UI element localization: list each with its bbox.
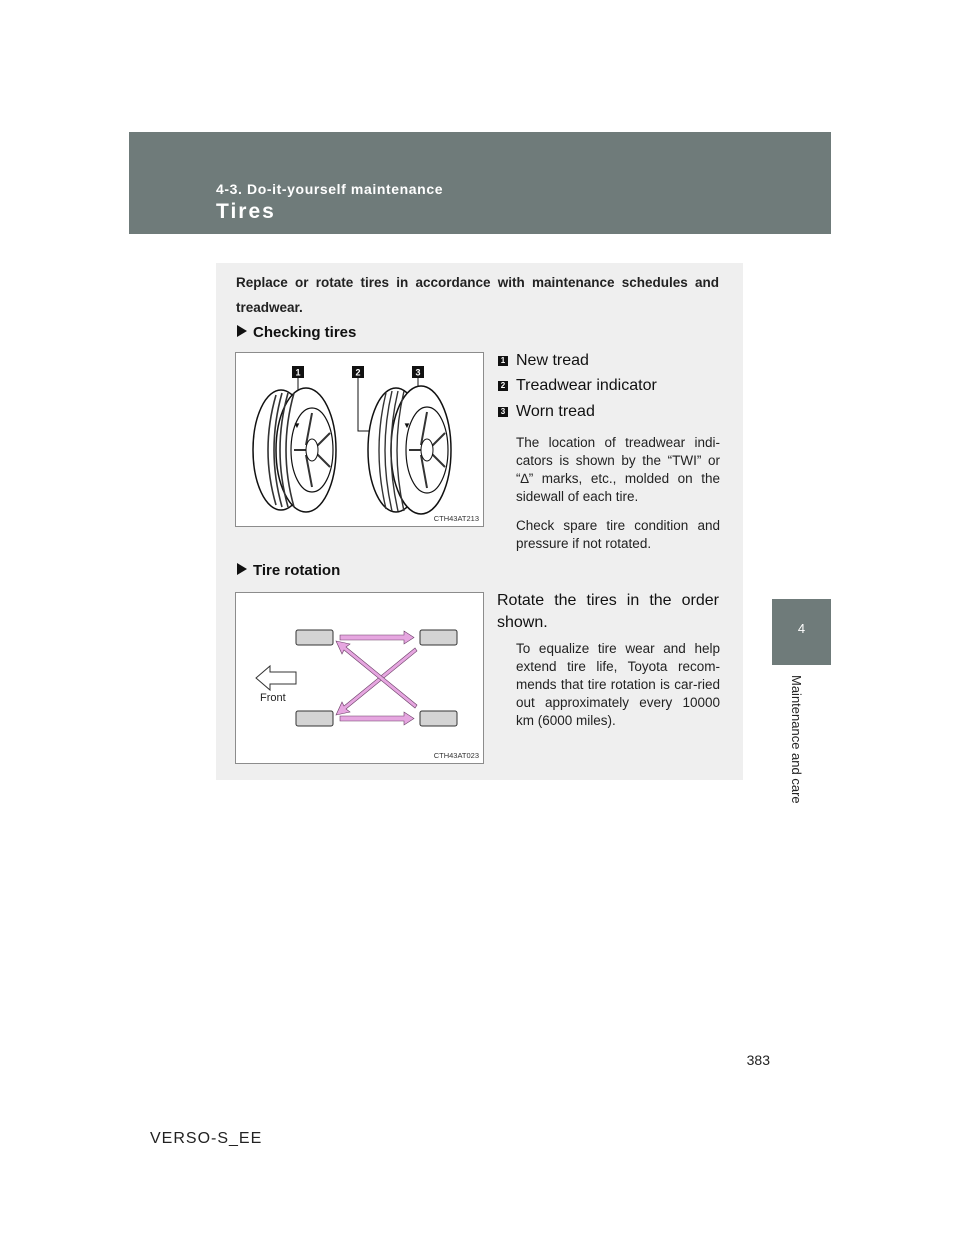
legend-treadwear-indicator [498,377,657,399]
document-code: VERSO-S_EE [150,1130,263,1147]
treadwear-note: The location of treadwear indi-cators is shown by the “TWI” or “∆” marks, etc., molded on the sidewall of each tire. [516,435,720,504]
checking-tires-heading [236,324,356,341]
tire-rotation-heading [236,562,340,579]
legend-label: New tread [516,352,589,369]
callout-2-number: 2 [355,367,361,378]
rear-right-tire [420,711,457,726]
checking-tires-label: Checking tires [253,324,357,341]
figure-code: CTH43AT023 [433,751,479,760]
legend-number: 3 [498,407,508,417]
chapter-number: 4 [797,621,806,636]
legend-new-tread [498,352,589,374]
rear-left-tire [420,630,457,645]
worn-tread-tire [368,386,451,514]
intro-text: Replace or rotate tires in accordance with maintenance schedules and treadwear. [236,275,719,315]
legend-label: Worn tread [516,403,595,420]
legend-number: 2 [498,381,508,391]
callout-1-number: 1 [295,367,301,378]
svg-text:▼: ▼ [403,421,411,430]
legend-number: 1 [498,356,508,366]
arrow-rear-to-front-diag-2 [336,641,417,708]
front-left-tire [296,630,333,645]
front-arrow-icon [256,666,296,690]
triangle-bullet-icon [236,324,253,341]
triangle-bullet-icon [236,562,253,579]
figure-code: CTH43AT213 [433,514,479,523]
legend-label: Treadwear indicator [516,377,657,394]
arrow-front-to-rear-bottom [340,712,414,725]
rotation-note: To equalize tire wear and help extend tire life, Toyota recom-mends that tire rotation is car-ried out approximately every 10000 km (6000 miles). [516,641,720,728]
page-number: 383 [746,1052,770,1068]
new-tread-tire [253,388,336,512]
rotation-diagram [236,593,483,763]
arrow-front-to-rear-top [340,631,414,644]
chapter-tab[interactable] [772,599,831,665]
front-right-tire [296,711,333,726]
tire-tread-illustration [236,353,483,526]
svg-text:▼: ▼ [293,421,301,430]
page-title: Tires [216,200,276,223]
tire-tread-figure [235,352,484,527]
chapter-caption-wrap [774,675,806,825]
chapter-caption: Maintenance and care [789,675,804,804]
callout-3-number: 3 [415,367,421,378]
spare-tire-note: Check spare tire condition and pressure if not rotated. [516,518,720,551]
legend-worn-tread [498,403,595,425]
tire-rotation-figure [235,592,484,764]
arrow-rear-to-front-diag-1 [336,648,417,715]
front-label: Front [260,692,286,704]
tire-rotation-label: Tire rotation [253,562,341,579]
rotation-instruction: Rotate the tires in the order shown. [497,592,719,631]
section-label: 4-3. Do-it-yourself maintenance [216,181,444,197]
